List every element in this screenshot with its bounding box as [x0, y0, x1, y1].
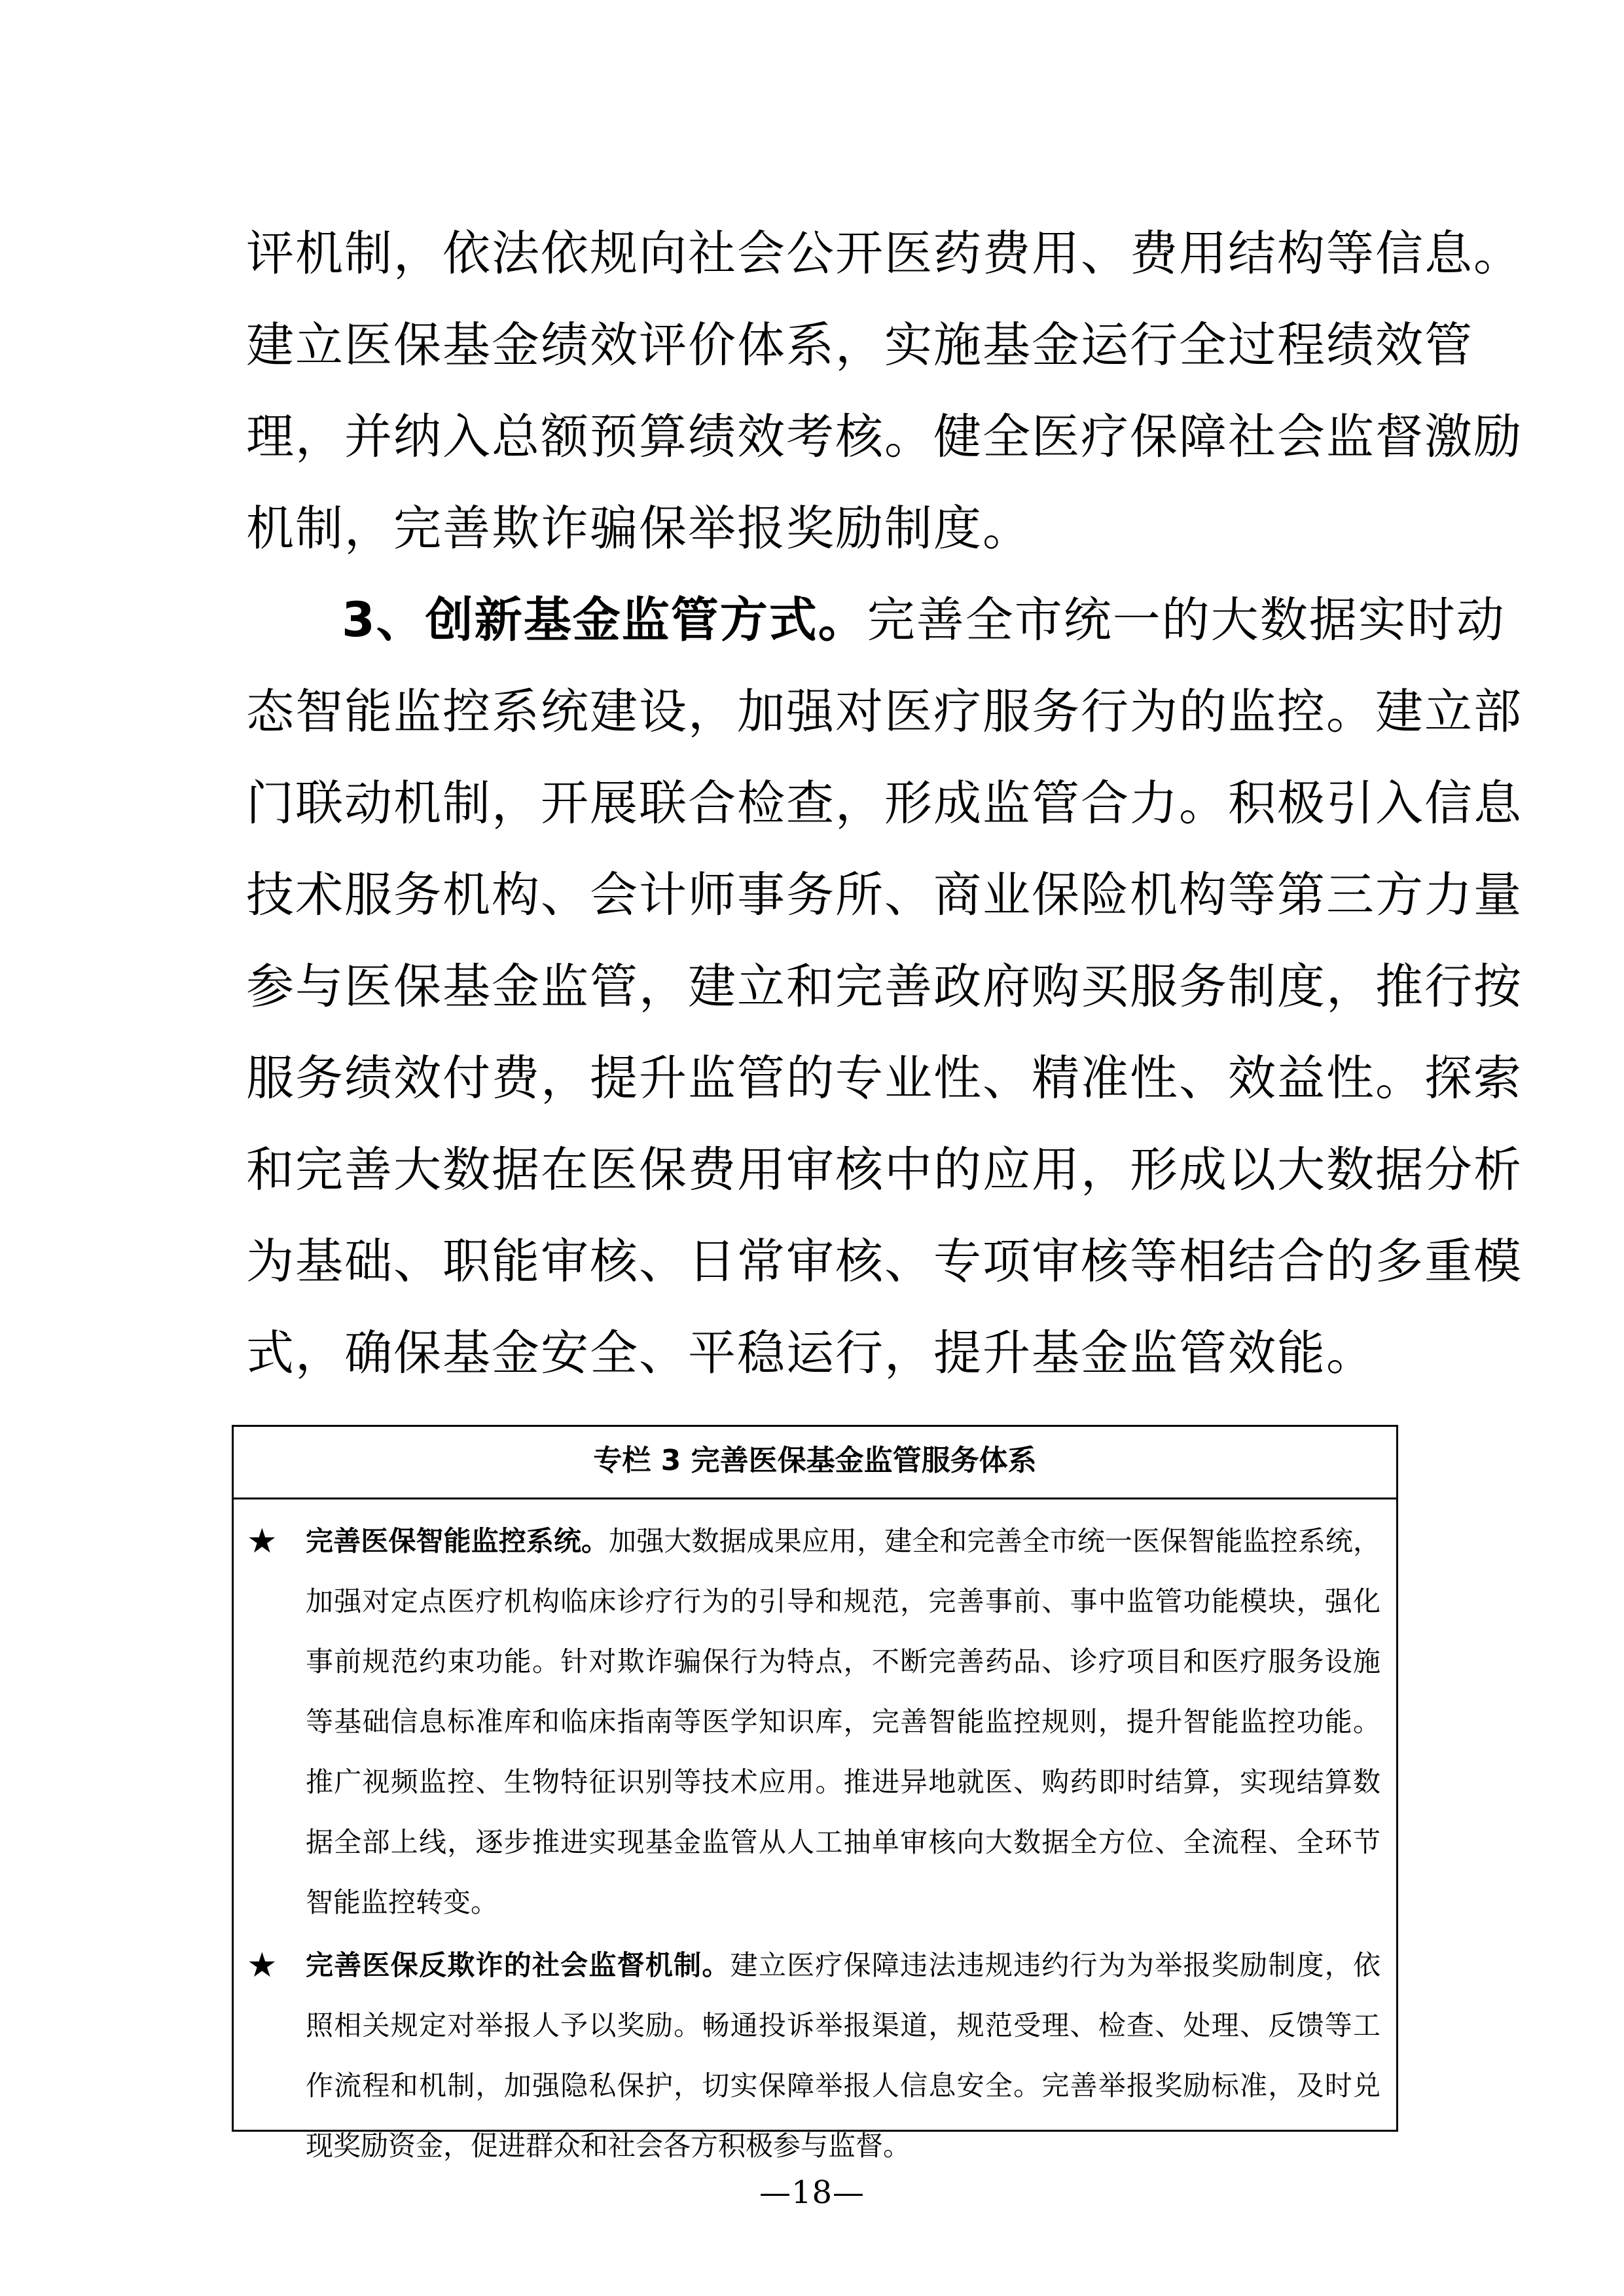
paragraph-2-line: 和完善大数据在医保费用审核中的应用，形成以大数据分析	[246, 1142, 1523, 1198]
paragraph-1-line: 理，并纳入总额预算绩效考核。健全医疗保障社会监督激励	[246, 409, 1523, 465]
paragraph-2-line: 参与医保基金监管，建立和完善政府购买服务制度，推行按	[246, 959, 1523, 1014]
box-item-line: 照相关规定对举报人予以奖励。畅通投诉举报渠道，规范受理、检查、处理、反馈等工	[306, 2009, 1380, 2041]
paragraph-1-line: 机制，完善欺诈骗保举报奖励制度。	[246, 501, 1032, 556]
paragraph-2	[246, 575, 1523, 1399]
box-item-first-line	[306, 1935, 1380, 1996]
paragraph-2-line: 为基础、职能审核、日常审核、专项审核等相结合的多重模	[246, 1234, 1523, 1289]
paragraph-1	[246, 208, 1523, 575]
paragraph-1-line: 评机制，依法依规向社会公开医药费用、费用结构等信息。	[246, 226, 1523, 281]
box-item-line: 智能监控转变。	[306, 1886, 499, 1918]
star-icon: ★	[247, 1522, 278, 1561]
paragraph-2-first-line	[246, 575, 1506, 666]
box-item-line: 作流程和机制，加强隐私保护，切实保障举报人信息安全。完善举报奖励标准，及时兑	[306, 2070, 1380, 2102]
column-box-title: 专栏 3 完善医保基金监管服务体系	[234, 1427, 1396, 1499]
box-item-first-line-text: 加强大数据成果应用，建全和完善全市统一医保智能监控系统，	[609, 1525, 1380, 1557]
box-item-line: 据全部上线，逐步推进实现基金监管从人工抽单审核向大数据全方位、全流程、全环节	[306, 1826, 1380, 1858]
paragraph-2-line: 式，确保基金安全、平稳运行，提升基金监管效能。	[246, 1325, 1375, 1381]
box-item-title: 完善医保反欺诈的社会监督机制。	[306, 1949, 731, 1981]
box-item-line: 推广视频监控、生物特征识别等技术应用。推进异地就医、购药即时结算，实现结算数	[306, 1766, 1380, 1798]
column-box	[232, 1425, 1398, 2162]
section-heading: 3、创新基金监管方式。	[342, 592, 867, 648]
column-box-items	[234, 1499, 1396, 2176]
box-item-first-line-text: 建立医疗保障违法违规违约行为为举报奖励制度，依	[730, 1949, 1380, 1981]
box-item	[234, 1511, 1380, 1933]
box-item-line: 现奖励资金，促进群众和社会各方积极参与监督。	[306, 2130, 911, 2162]
body-text	[246, 208, 1523, 1399]
box-item-title: 完善医保智能监控系统。	[306, 1525, 609, 1557]
box-item-first-line	[306, 1511, 1380, 1571]
paragraph-2-first-line-text: 完善全市统一的大数据实时动	[867, 592, 1506, 648]
box-item-line: 事前规范约束功能。针对欺诈骗保行为特点，不断完善药品、诊疗项目和医疗服务设施	[306, 1645, 1380, 1677]
page-number: —18—	[759, 2174, 865, 2211]
paragraph-1-line: 建立医保基金绩效评价体系，实施基金运行全过程绩效管	[246, 317, 1473, 373]
paragraph-2-line: 门联动机制，开展联合检查，形成监管合力。积极引入信息	[246, 776, 1523, 831]
box-item	[234, 1935, 1380, 2176]
paragraph-2-line: 态智能监控系统建设，加强对医疗服务行为的监控。建立部	[246, 684, 1523, 740]
box-item-line: 等基础信息标准库和临床指南等医学知识库，完善智能监控规则，提升智能监控功能。	[306, 1706, 1380, 1738]
paragraph-2-line: 技术服务机构、会计师事务所、商业保险机构等第三方力量	[246, 867, 1523, 923]
box-item-line: 加强对定点医疗机构临床诊疗行为的引导和规范，完善事前、事中监管功能模块，强化	[306, 1585, 1380, 1617]
star-icon: ★	[247, 1946, 278, 1985]
paragraph-2-line: 服务绩效付费，提升监管的专业性、精准性、效益性。探索	[246, 1050, 1523, 1106]
